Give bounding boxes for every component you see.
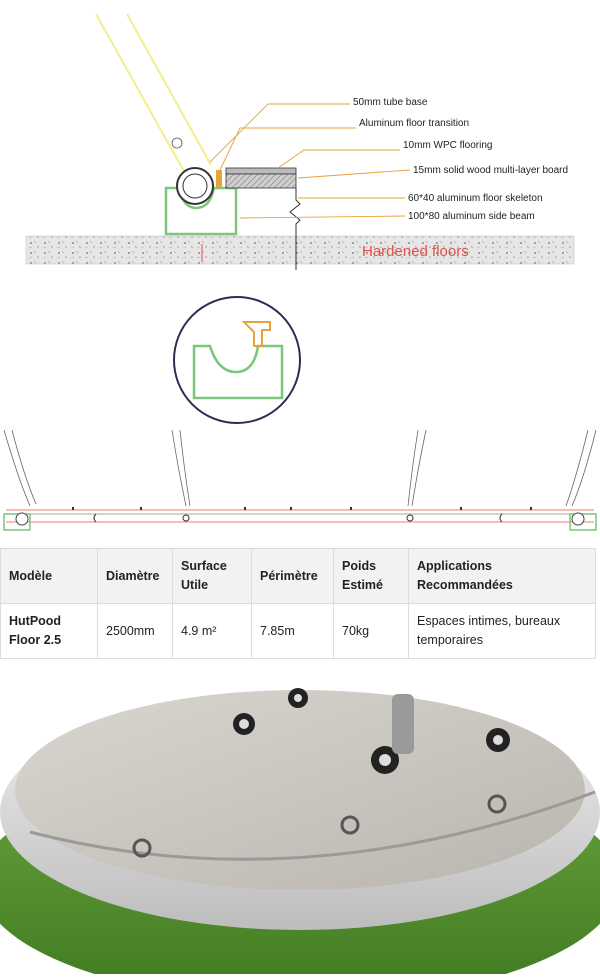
ground-label: Hardened floors bbox=[362, 243, 469, 260]
table-header-row bbox=[1, 549, 596, 604]
label-wpc-flooring: 10mm WPC flooring bbox=[403, 140, 493, 151]
table-row bbox=[1, 604, 596, 659]
bolt-hole bbox=[172, 138, 182, 148]
cell-model: HutPood Floor 2.5 bbox=[1, 604, 98, 659]
detail-svg bbox=[0, 290, 600, 430]
cross-section-svg bbox=[0, 0, 600, 280]
cell-applications: Espaces intimes, bureaux temporaires bbox=[409, 604, 596, 659]
profile-svg bbox=[0, 428, 600, 540]
cell-weight: 70kg bbox=[334, 604, 409, 659]
platform-floor bbox=[15, 690, 585, 890]
cell-perimeter: 7.85m bbox=[252, 604, 334, 659]
header-weight: Poids Estimé bbox=[334, 549, 409, 604]
header-perimeter: Périmètre bbox=[252, 549, 334, 604]
side-profile-diagram bbox=[0, 428, 600, 540]
detail-magnifier bbox=[0, 290, 600, 430]
floor-product-photo bbox=[0, 682, 600, 974]
label-floor-transition: Aluminum floor transition bbox=[359, 118, 470, 129]
label-wood-board: 15mm solid wood multi-layer board bbox=[413, 165, 569, 176]
spec-table bbox=[0, 548, 596, 659]
hardened-floor-ground bbox=[26, 236, 574, 264]
cross-section-diagram bbox=[0, 0, 600, 280]
header-model: Modèle bbox=[1, 549, 98, 604]
label-side-beam: 100*80 aluminum side beam bbox=[408, 211, 535, 222]
label-tube-base: 50mm tube base bbox=[353, 97, 428, 108]
tube-base bbox=[177, 168, 213, 204]
header-applications: Applications Recommandées bbox=[409, 549, 596, 604]
floor-transition bbox=[216, 170, 222, 188]
photo-svg bbox=[0, 682, 600, 974]
header-diameter: Diamètre bbox=[98, 549, 173, 604]
wpc-flooring bbox=[226, 168, 296, 174]
tube-rod-inner bbox=[127, 14, 211, 165]
wood-board bbox=[226, 174, 296, 188]
header-surface: Surface Utile bbox=[173, 549, 252, 604]
cell-diameter: 2500mm bbox=[98, 604, 173, 659]
label-floor-skeleton: 60*40 aluminum floor skeleton bbox=[408, 193, 543, 204]
spec-table-container bbox=[0, 548, 596, 659]
cell-surface: 4.9 m² bbox=[173, 604, 252, 659]
